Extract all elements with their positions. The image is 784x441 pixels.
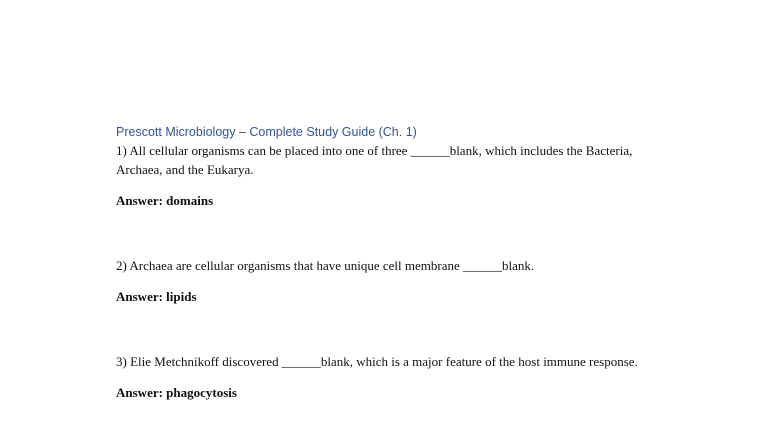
- answer-2: Answer: lipids: [116, 289, 197, 304]
- document-content: [116, 123, 676, 402]
- document-title: Prescott Microbiology – Complete Study Guide (Ch. 1): [116, 125, 417, 139]
- question-1: 1) All cellular organisms can be placed into one of three ______blank, which includes the Bacteria, Archaea, and the Eukarya.: [116, 143, 633, 177]
- answer-1: Answer: domains: [116, 193, 214, 208]
- question-2: 2) Archaea are cellular organisms that have unique cell membrane ______blank.: [116, 258, 535, 273]
- answer-3: Answer: phagocytosis: [116, 385, 237, 400]
- question-3: 3) Elie Metchnikoff discovered ______blank, which is a major feature of the host immune response.: [116, 354, 638, 369]
